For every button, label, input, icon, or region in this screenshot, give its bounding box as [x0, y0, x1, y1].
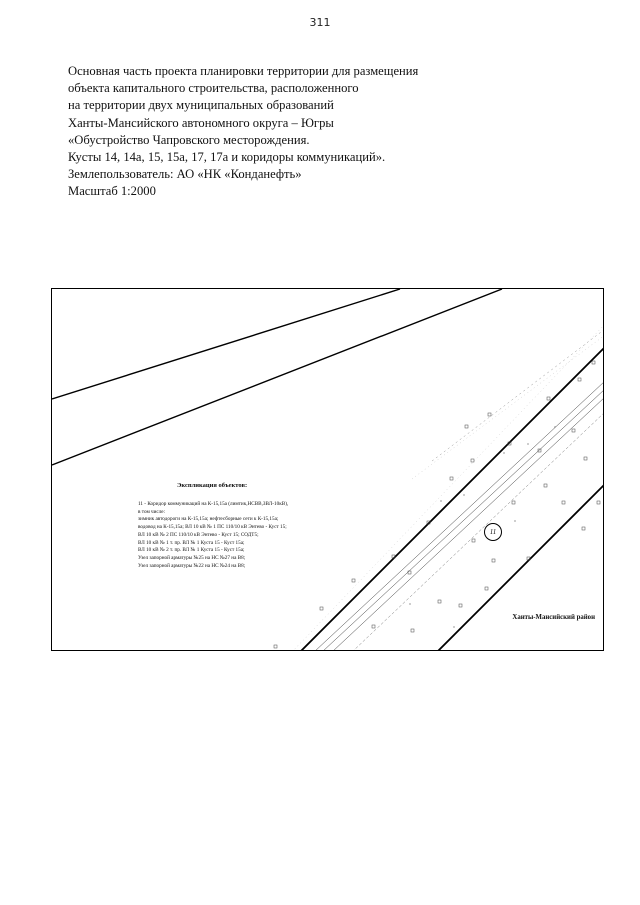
legend-title: Экспликация объектов: — [177, 482, 248, 489]
document-header — [68, 63, 548, 201]
header-line: Землепользователь: АО «НК «Конданефть» — [68, 167, 302, 182]
district-label: Ханты-Мансийский район — [512, 614, 595, 621]
object-number-marker: 11 — [484, 523, 502, 541]
header-line: «Обустройство Чапровского месторождения. — [68, 132, 310, 147]
page-number: 311 — [309, 16, 331, 29]
legend-item: в том числе: — [138, 508, 166, 515]
header-line: на территории двух муниципальных образований — [68, 98, 334, 113]
legend-item: зимник автодороги на К-15,15а; нефтесборные сети к К-15,15а; — [138, 516, 279, 523]
legend-list — [138, 501, 288, 570]
header-line: Ханты-Мансийского автономного округа – Югры — [68, 115, 334, 130]
header-line: Кусты 14, 14а, 15, 15а, 17, 17а и коридоры коммуникаций». — [68, 150, 386, 165]
legend-item: водовод на К-15,15а; ВЛ 10 кВ № 1 ПС 110/10 кВ Энтево - Куст 15; — [138, 524, 287, 531]
legend-item: Узел запорной арматуры №22 на НС №24 на В8; — [138, 562, 246, 569]
header-line: Основная часть проекта планировки территории для размещения — [68, 64, 419, 78]
legend-item: ВЛ 10 кВ № 2 т. пр. ВЛ № 1 Куста 15 - Куст 15а; — [138, 547, 245, 554]
header-line: объекта капитального строительства, расположенного — [68, 81, 359, 96]
header-line: Масштаб 1:2000 — [68, 184, 156, 199]
planning-map — [51, 288, 604, 651]
legend-item: Узел запорной арматуры №25 на НС №27 на В8; — [138, 554, 246, 561]
legend-item: ВЛ 10 кВ № 1 т. пр. ВЛ № 1 Куста 15 - Куст 15а; — [138, 539, 245, 546]
map-drawing — [52, 289, 604, 651]
legend-item: ВЛ 10 кВ № 2 ПС 110/10 кВ Энтево - Куст 15; СОДТ5; — [138, 531, 259, 538]
legend-item: 11 - Коридор коммуникаций на К-15,15а (лимтик,НСВВ,ЗВЛ-10кВ), — [138, 501, 289, 507]
